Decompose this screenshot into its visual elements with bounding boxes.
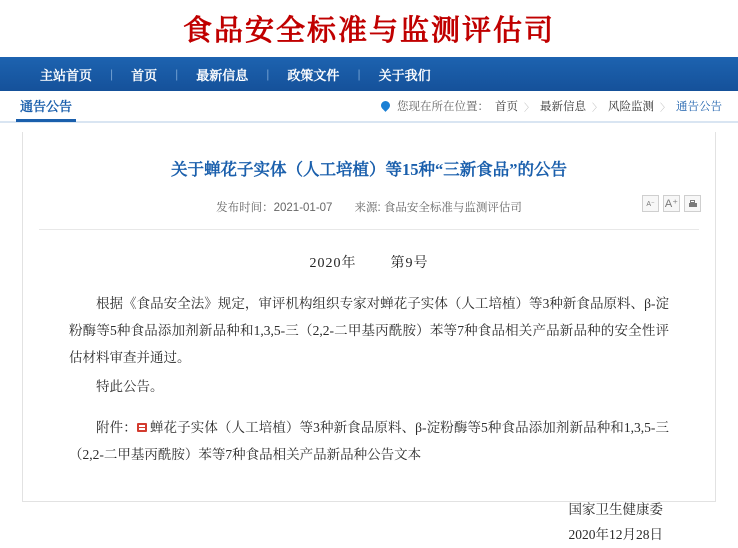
document-number (23, 252, 715, 272)
printer-icon (688, 200, 698, 208)
source-value: 食品安全标准与监测评估司 (383, 202, 522, 215)
signature-organization: 国家卫生健康委 (568, 502, 663, 518)
attachment-row (69, 414, 669, 468)
breadcrumb-item-latest-news[interactable]: 最新信息 (540, 101, 586, 113)
page-title: 关于蝉花子实体（人工培植）等15种“三新食品”的公告 (171, 160, 567, 179)
breadcrumb-bar (0, 91, 738, 123)
breadcrumb-item-home[interactable]: 首页 (495, 101, 518, 113)
nav-item-latest-news[interactable]: 最新信息 (196, 67, 249, 83)
article-card (22, 132, 716, 543)
nav-item-about-us[interactable]: 关于我们 (378, 67, 431, 83)
section-title: 通告公告 (16, 91, 76, 122)
attachment-link[interactable]: 蝉花子实体（人工培植）等3种新食品原料、β-淀粉酶等5种食品添加剂新品种和1,3,5-三（2,2-二甲基丙酰胺）苯等7种食品相关产品新品种公告文本 (69, 420, 670, 463)
article-tools (642, 195, 701, 212)
location-pin-icon (381, 101, 391, 111)
article-source (354, 199, 521, 215)
nav-separator: | (357, 67, 361, 81)
chevron-right-icon: 〉 (660, 102, 670, 114)
article-body (23, 290, 715, 468)
publish-time-label: 发布时间： (216, 202, 274, 215)
site-header (0, 0, 738, 57)
article-paragraph: 特此公告。 (96, 379, 164, 395)
site-title: 食品安全标准与监测评估司 (182, 15, 555, 47)
nav-separator: | (266, 67, 270, 81)
breadcrumb (381, 98, 722, 114)
nav-item-main-home[interactable]: 主站首页 (40, 67, 93, 83)
main-navigation (0, 57, 738, 91)
nav-item-policy-docs[interactable]: 政策文件 (287, 67, 340, 83)
breadcrumb-item-current: 通告公告 (676, 101, 722, 113)
document-serial: 第9号 (390, 256, 429, 272)
source-label: 来源: (354, 202, 381, 215)
font-decrease-button[interactable]: A⁻ (642, 195, 659, 212)
font-increase-button[interactable]: A⁺ (663, 195, 680, 212)
nav-separator: | (175, 67, 179, 81)
article-paragraph: 根据《食品安全法》规定，审评机构组织专家对蝉花子实体（人工培植）等3种新食品原料、β-淀粉酶等5种食品添加剂新品种和1,3,5-三（2,2-二甲基丙酰胺）苯等7种食品相关产品新品种的安全性评估材料审查并通过。 (69, 296, 669, 366)
chevron-right-icon: 〉 (524, 102, 534, 114)
attachment-label: 附件： (96, 420, 137, 436)
breadcrumb-prefix: 您现在所在位置： (397, 101, 489, 113)
signature-date: 2020年12月28日 (568, 527, 663, 543)
signature-block (23, 498, 715, 548)
divider (39, 229, 699, 230)
attachment-file-icon (137, 422, 148, 433)
nav-separator: | (110, 67, 114, 81)
breadcrumb-item-risk-monitoring[interactable]: 风险监测 (608, 101, 654, 113)
article-meta (23, 199, 715, 215)
publish-time (216, 199, 332, 215)
chevron-right-icon: 〉 (592, 102, 602, 114)
document-year: 2020年 (309, 256, 357, 272)
publish-time-value: 2021-01-07 (273, 202, 333, 215)
nav-item-home[interactable]: 首页 (131, 67, 158, 83)
print-button[interactable] (684, 195, 701, 212)
